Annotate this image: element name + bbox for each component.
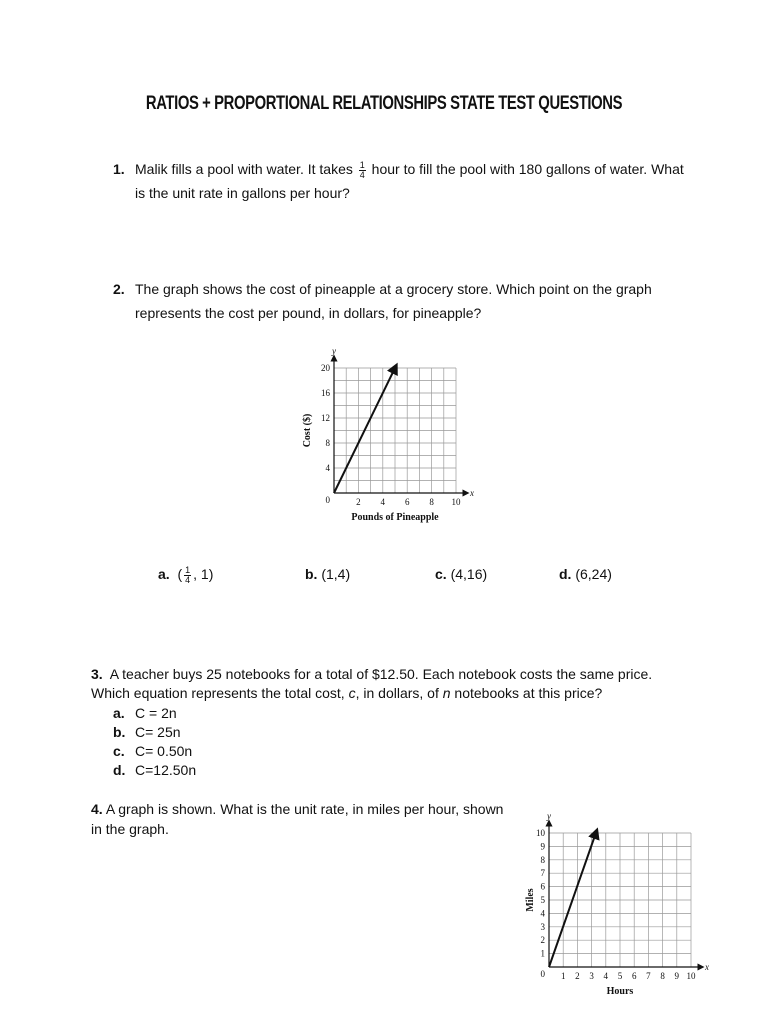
question-4-line-1: 4. A graph is shown. What is the unit rate, in miles per hour, shown — [91, 801, 504, 817]
question-3-line-2: Which equation represents the total cost, c, in dollars, of n notebooks at this price? — [91, 685, 603, 701]
origin-label: 0 — [540, 969, 545, 979]
x-tick-label: 10 — [451, 497, 461, 507]
choice-d[interactable]: d. C=12.50n — [113, 762, 197, 778]
origin-label: 0 — [325, 495, 330, 505]
x-axis-title: Pounds of Pineapple — [351, 512, 439, 523]
x-tick-label: 9 — [674, 971, 680, 981]
miles-hours-graph — [520, 800, 720, 1000]
answer-a[interactable]: a. ( $\frac{1}{4}$ , 1) — [158, 565, 214, 585]
question-3-choices — [113, 704, 196, 780]
x-tick-label: 1 — [560, 971, 566, 981]
y-axis-title: Cost ($) — [302, 413, 313, 448]
x-tick-label: 4 — [603, 971, 609, 981]
question-4-line-2: in the graph. — [91, 821, 169, 837]
answer-b[interactable]: b. (1,4) — [305, 566, 351, 582]
y-tick-label: 7 — [540, 868, 545, 879]
x-tick-label: 6 — [631, 971, 637, 981]
question-2-number: 2. — [113, 281, 125, 297]
x-tick-label: 10 — [686, 971, 696, 981]
y-tick-label: 3 — [540, 921, 545, 932]
question-2 — [135, 277, 755, 325]
y-tick-label: 6 — [540, 881, 545, 892]
question-3-line-1: 3. A teacher buys 25 notebooks for a total of $12.50. Each notebook costs the same price. — [91, 666, 653, 682]
y-tick-label: 4 — [325, 463, 330, 473]
y-tick-label: 10 — [536, 828, 545, 838]
x-tick-label: 5 — [617, 971, 623, 981]
x-tick-label: 3 — [589, 971, 594, 981]
question-1-number: 1. — [113, 161, 125, 177]
y-tick-label: 20 — [321, 363, 330, 373]
y-tick-label: 5 — [540, 895, 545, 905]
answer-d[interactable]: d. (6,24) — [559, 566, 612, 582]
question-1-line-1: Malik fills a pool with water. It takes $\frac{1}{4}$ hour to fill the pool with 180 gallons of water. What — [135, 159, 684, 180]
x-tick-label: 8 — [660, 971, 665, 981]
question-1 — [135, 157, 735, 205]
choice-b[interactable]: b. C= 25n — [113, 724, 181, 740]
x-tick-label: 8 — [429, 497, 434, 507]
fraction-one-quarter: $\frac{1}{4}$ — [185, 565, 191, 585]
y-tick-label: 4 — [540, 908, 545, 919]
question-2-line-1: The graph shows the cost of pineapple at a grocery store. Which point on the graph — [135, 281, 652, 297]
page-title: RATIOS + PROPORTIONAL RELATIONSHIPS STATE TEST QUESTIONS — [145, 93, 623, 114]
y-axis-letter: y — [332, 346, 336, 356]
choice-a[interactable]: a. C = 2n — [113, 705, 177, 721]
y-tick-label: 8 — [325, 438, 330, 448]
y-axis-title: Miles — [525, 888, 536, 912]
choice-c[interactable]: c. C= 0.50n — [113, 743, 193, 759]
x-axis-letter: x — [705, 962, 709, 972]
x-tick-label: 7 — [646, 971, 651, 981]
x-axis-title: Hours — [606, 986, 634, 997]
y-tick-label: 9 — [540, 841, 545, 852]
pineapple-cost-graph — [290, 335, 490, 525]
y-tick-label: 12 — [321, 413, 330, 423]
y-tick-label: 8 — [540, 854, 545, 865]
question-2-line-2: represents the cost per pound, in dollars, for pineapple? — [135, 305, 482, 321]
y-tick-label: 16 — [321, 388, 330, 398]
question-3 — [91, 665, 751, 703]
x-tick-label: 6 — [404, 497, 410, 507]
x-tick-label: 2 — [575, 971, 580, 981]
x-axis-letter: x — [470, 488, 474, 498]
fraction-one-quarter: $\frac{1}{4}$ — [359, 159, 365, 180]
question-4 — [91, 799, 521, 839]
answer-c[interactable]: c. (4,16) — [435, 566, 488, 582]
y-tick-label: 2 — [540, 935, 545, 946]
x-tick-label: 2 — [356, 497, 361, 507]
x-tick-label: 4 — [380, 497, 386, 507]
y-axis-letter: y — [547, 811, 551, 821]
question-1-line-2: is the unit rate in gallons per hour? — [135, 185, 350, 201]
y-tick-label: 1 — [540, 948, 545, 959]
